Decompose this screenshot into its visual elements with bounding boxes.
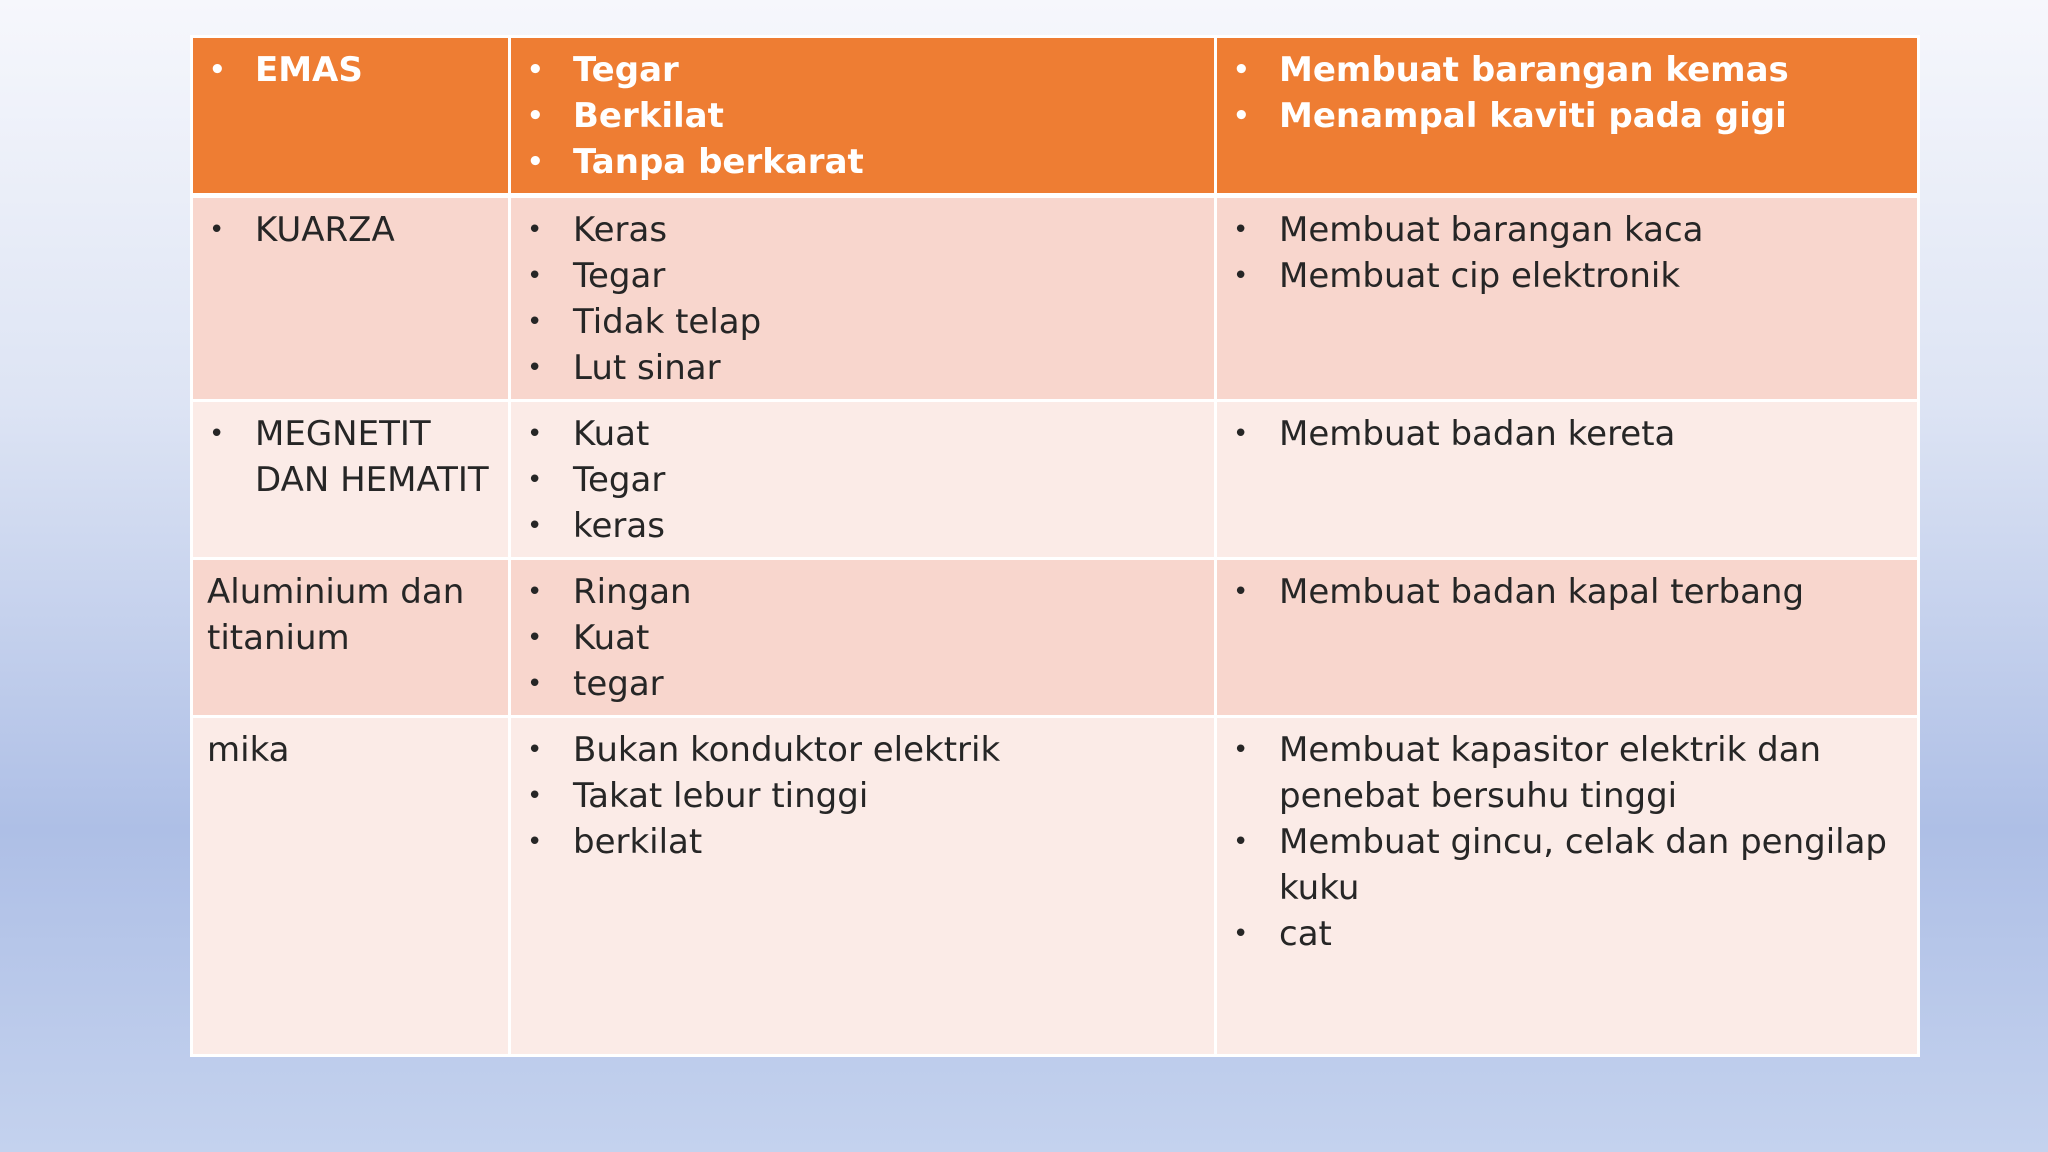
bullet-icon: • <box>527 511 543 541</box>
properties-list <box>525 569 1200 707</box>
list-item <box>525 727 1200 773</box>
property-text: Tanpa berkarat <box>573 142 864 182</box>
properties-list <box>525 207 1200 391</box>
list-item <box>525 773 1200 819</box>
minerals-table <box>190 35 1920 1057</box>
property-text: Tidak telap <box>573 302 762 342</box>
mineral-cell <box>192 401 510 559</box>
list-item <box>1231 727 1903 819</box>
list-item <box>525 47 1200 93</box>
table-row <box>192 559 1919 717</box>
list-item <box>1231 911 1903 957</box>
use-text: Membuat badan kereta <box>1279 414 1676 454</box>
uses-cell <box>1216 717 1919 1056</box>
property-text: Berkilat <box>573 96 724 136</box>
properties-list <box>525 47 1200 185</box>
bullet-icon: • <box>527 147 544 177</box>
properties-list <box>525 411 1200 549</box>
bullet-icon: • <box>527 307 543 337</box>
uses-cell <box>1216 196 1919 401</box>
bullet-icon: • <box>527 465 543 495</box>
use-text: Membuat gincu, celak dan pengilap kuku <box>1279 822 1888 908</box>
list-item <box>1231 253 1903 299</box>
mineral-name: mika <box>207 730 290 770</box>
property-text: Tegar <box>573 460 666 500</box>
bullet-icon: • <box>527 623 543 653</box>
bullet-icon: • <box>1233 55 1250 85</box>
bullet-icon: • <box>527 353 543 383</box>
properties-cell <box>510 717 1216 1056</box>
list-item <box>207 47 494 93</box>
mineral-name: MEGNETIT DAN HEMATIT <box>255 414 489 500</box>
list-item <box>525 569 1200 615</box>
properties-cell <box>510 559 1216 717</box>
uses-cell <box>1216 401 1919 559</box>
list-item <box>1231 411 1903 457</box>
bullet-icon: • <box>1233 735 1249 765</box>
list-item <box>1231 819 1903 911</box>
bullet-icon: • <box>1233 919 1249 949</box>
uses-list <box>1231 727 1903 957</box>
property-text: Takat lebur tinggi <box>573 776 869 816</box>
table-row <box>192 717 1919 1056</box>
list-item <box>525 299 1200 345</box>
mineral-cell <box>192 559 510 717</box>
list-item <box>525 503 1200 549</box>
bullet-icon: • <box>527 827 543 857</box>
property-text: berkilat <box>573 822 703 862</box>
bullet-icon: • <box>209 419 225 449</box>
bullet-icon: • <box>527 101 544 131</box>
list-item <box>525 615 1200 661</box>
property-text: Kuat <box>573 414 650 454</box>
property-text: Lut sinar <box>573 348 721 388</box>
list-item <box>525 661 1200 707</box>
bullet-icon: • <box>1233 419 1249 449</box>
list-item <box>525 207 1200 253</box>
list-item <box>525 93 1200 139</box>
use-text: cat <box>1279 914 1332 954</box>
mineral-cell <box>192 196 510 401</box>
use-text: Membuat cip elektronik <box>1279 256 1681 296</box>
uses-list <box>1231 569 1903 615</box>
mineral-name: KUARZA <box>255 210 395 250</box>
uses-list <box>1231 207 1903 299</box>
list-item <box>207 411 494 503</box>
bullet-icon: • <box>527 215 543 245</box>
property-text: keras <box>573 506 665 546</box>
list-item <box>525 411 1200 457</box>
use-text: Membuat kapasitor elektrik dan penebat bersuhu tinggi <box>1279 730 1822 816</box>
uses-list <box>1231 47 1903 139</box>
uses-cell <box>1216 37 1919 196</box>
list-item <box>207 207 494 253</box>
list-item <box>1231 93 1903 139</box>
bullet-icon: • <box>1233 261 1249 291</box>
use-text: Membuat barangan kaca <box>1279 210 1704 250</box>
properties-cell <box>510 196 1216 401</box>
bullet-icon: • <box>209 55 226 85</box>
bullet-icon: • <box>209 215 225 245</box>
mineral-cell <box>192 717 510 1056</box>
mineral-list <box>207 47 494 93</box>
table-row <box>192 401 1919 559</box>
mineral-name: EMAS <box>255 50 363 90</box>
bullet-icon: • <box>527 781 543 811</box>
list-item <box>1231 47 1903 93</box>
mineral-list <box>207 207 494 253</box>
list-item <box>525 345 1200 391</box>
bullet-icon: • <box>527 669 543 699</box>
properties-cell <box>510 401 1216 559</box>
property-text: Tegar <box>573 256 666 296</box>
bullet-icon: • <box>1233 577 1249 607</box>
property-text: tegar <box>573 664 664 704</box>
bullet-icon: • <box>1233 101 1250 131</box>
mineral-list <box>207 411 494 503</box>
property-text: Ringan <box>573 572 692 612</box>
properties-cell <box>510 37 1216 196</box>
list-item <box>525 253 1200 299</box>
table-row <box>192 196 1919 401</box>
property-text: Kuat <box>573 618 650 658</box>
bullet-icon: • <box>1233 827 1249 857</box>
list-item <box>1231 569 1903 615</box>
table-row <box>192 37 1919 196</box>
uses-list <box>1231 411 1903 457</box>
property-text: Bukan konduktor elektrik <box>573 730 1001 770</box>
list-item <box>525 139 1200 185</box>
bullet-icon: • <box>527 261 543 291</box>
bullet-icon: • <box>527 577 543 607</box>
use-text: Menampal kaviti pada gigi <box>1279 96 1787 136</box>
bullet-icon: • <box>527 419 543 449</box>
use-text: Membuat badan kapal terbang <box>1279 572 1805 612</box>
mineral-name: Aluminium dan titanium <box>207 572 465 658</box>
properties-list <box>525 727 1200 865</box>
property-text: Tegar <box>573 50 679 90</box>
uses-cell <box>1216 559 1919 717</box>
mineral-cell <box>192 37 510 196</box>
property-text: Keras <box>573 210 668 250</box>
list-item <box>525 457 1200 503</box>
bullet-icon: • <box>1233 215 1249 245</box>
list-item <box>525 819 1200 865</box>
bullet-icon: • <box>527 735 543 765</box>
list-item <box>1231 207 1903 253</box>
use-text: Membuat barangan kemas <box>1279 50 1789 90</box>
bullet-icon: • <box>527 55 544 85</box>
